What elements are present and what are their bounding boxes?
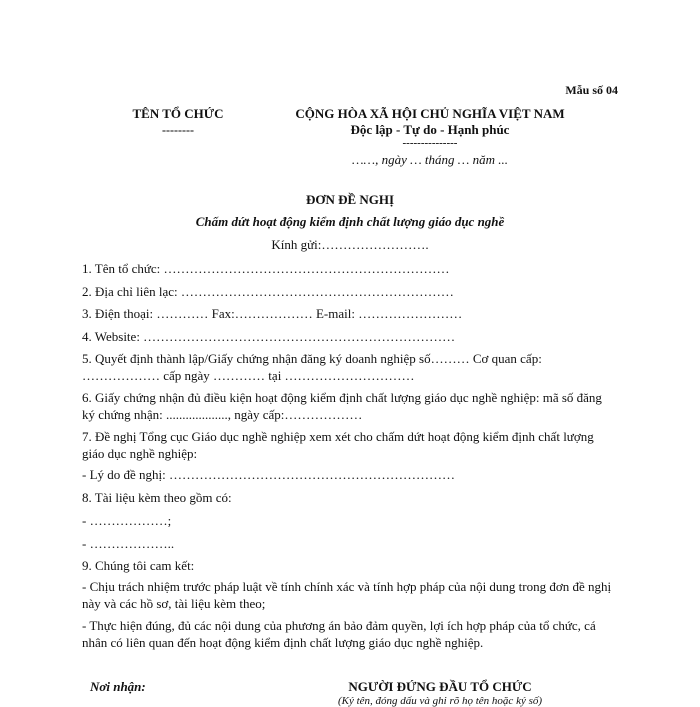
signer-title: NGƯỜI ĐỨNG ĐẦU TỔ CHỨC xyxy=(348,679,532,694)
form-number: Mẫu số 04 xyxy=(565,83,618,97)
signer-note: (Ký tên, đóng dấu và ghi rõ họ tên hoặc ký số) xyxy=(337,695,543,707)
motto-divider: --------------- xyxy=(402,137,458,149)
item-contact-address: 2. Địa chỉ liên lạc: ……………………………………………………… xyxy=(82,284,454,299)
organization-name: TÊN TỔ CHỨC xyxy=(132,106,224,121)
item-website: 4. Website: ……………………………………………………………… xyxy=(82,329,456,344)
document-subtitle: Chấm dứt hoạt động kiểm định chất lượng giáo dục nghề xyxy=(195,214,505,229)
attachment-line: - ………………; xyxy=(82,513,172,528)
attachment-line: - ……………….. xyxy=(82,536,175,551)
item-request: 7. Đề nghị Tổng cục Giáo dục nghề nghiệp xem xét cho chấm dứt hoạt động kiểm định chất lượng giáo dục nghề nghiệp: xyxy=(82,429,594,461)
date-line: ……, ngày … tháng … năm ... xyxy=(351,152,508,167)
item-commitment-heading: 9. Chúng tôi cam kết: xyxy=(82,558,195,573)
item-organization-name: 1. Tên tổ chức: ………………………………………………………… xyxy=(82,261,450,276)
item-reason: - Lý do đề nghị: ………………………………………………………… xyxy=(82,467,456,482)
recipients-label: Nơi nhận: xyxy=(90,679,146,694)
document-title: ĐƠN ĐỀ NGHỊ xyxy=(305,192,395,207)
item-establishment-decision: 5. Quyết định thành lập/Giấy chứng nhận đăng ký doanh nghiệp số……… Cơ quan cấp: ……………… cấp ngày ………… tại ………………………… xyxy=(82,351,542,383)
organization-divider: -------- xyxy=(162,123,194,137)
country-name: CỘNG HÒA XÃ HỘI CHỦ NGHĨA VIỆT NAM xyxy=(295,106,565,121)
commitment-line: - Chịu trách nhiệm trước pháp luật về tính chính xác và tính hợp pháp của nội dung trong đơn đề nghị này và các hồ sơ, tài liệu kèm theo; xyxy=(82,579,612,611)
item-attachments-heading: 8. Tài liệu kèm theo gồm có: xyxy=(82,490,232,505)
item-certificate: 6. Giấy chứng nhận đủ điều kiện hoạt động kiểm định chất lượng giáo dục nghề nghiệp: mã số đăng ký chứng nhận: ..................., ngày cấp:……………… xyxy=(82,390,602,422)
item-phone-fax-email: 3. Điện thoại: ………… Fax:……………… E-mail: …………………… xyxy=(82,306,463,321)
recipient-line: Kính gửi:……………………. xyxy=(271,237,429,252)
commitment-line: - Thực hiện đúng, đủ các nội dung của phương án bảo đảm quyền, lợi ích hợp pháp của tổ chức, cá nhân có liên quan đến hoạt động kiểm định chất lượng giáo dục nghề nghiệp. xyxy=(82,618,596,650)
national-motto: Độc lập - Tự do - Hạnh phúc xyxy=(350,122,510,137)
